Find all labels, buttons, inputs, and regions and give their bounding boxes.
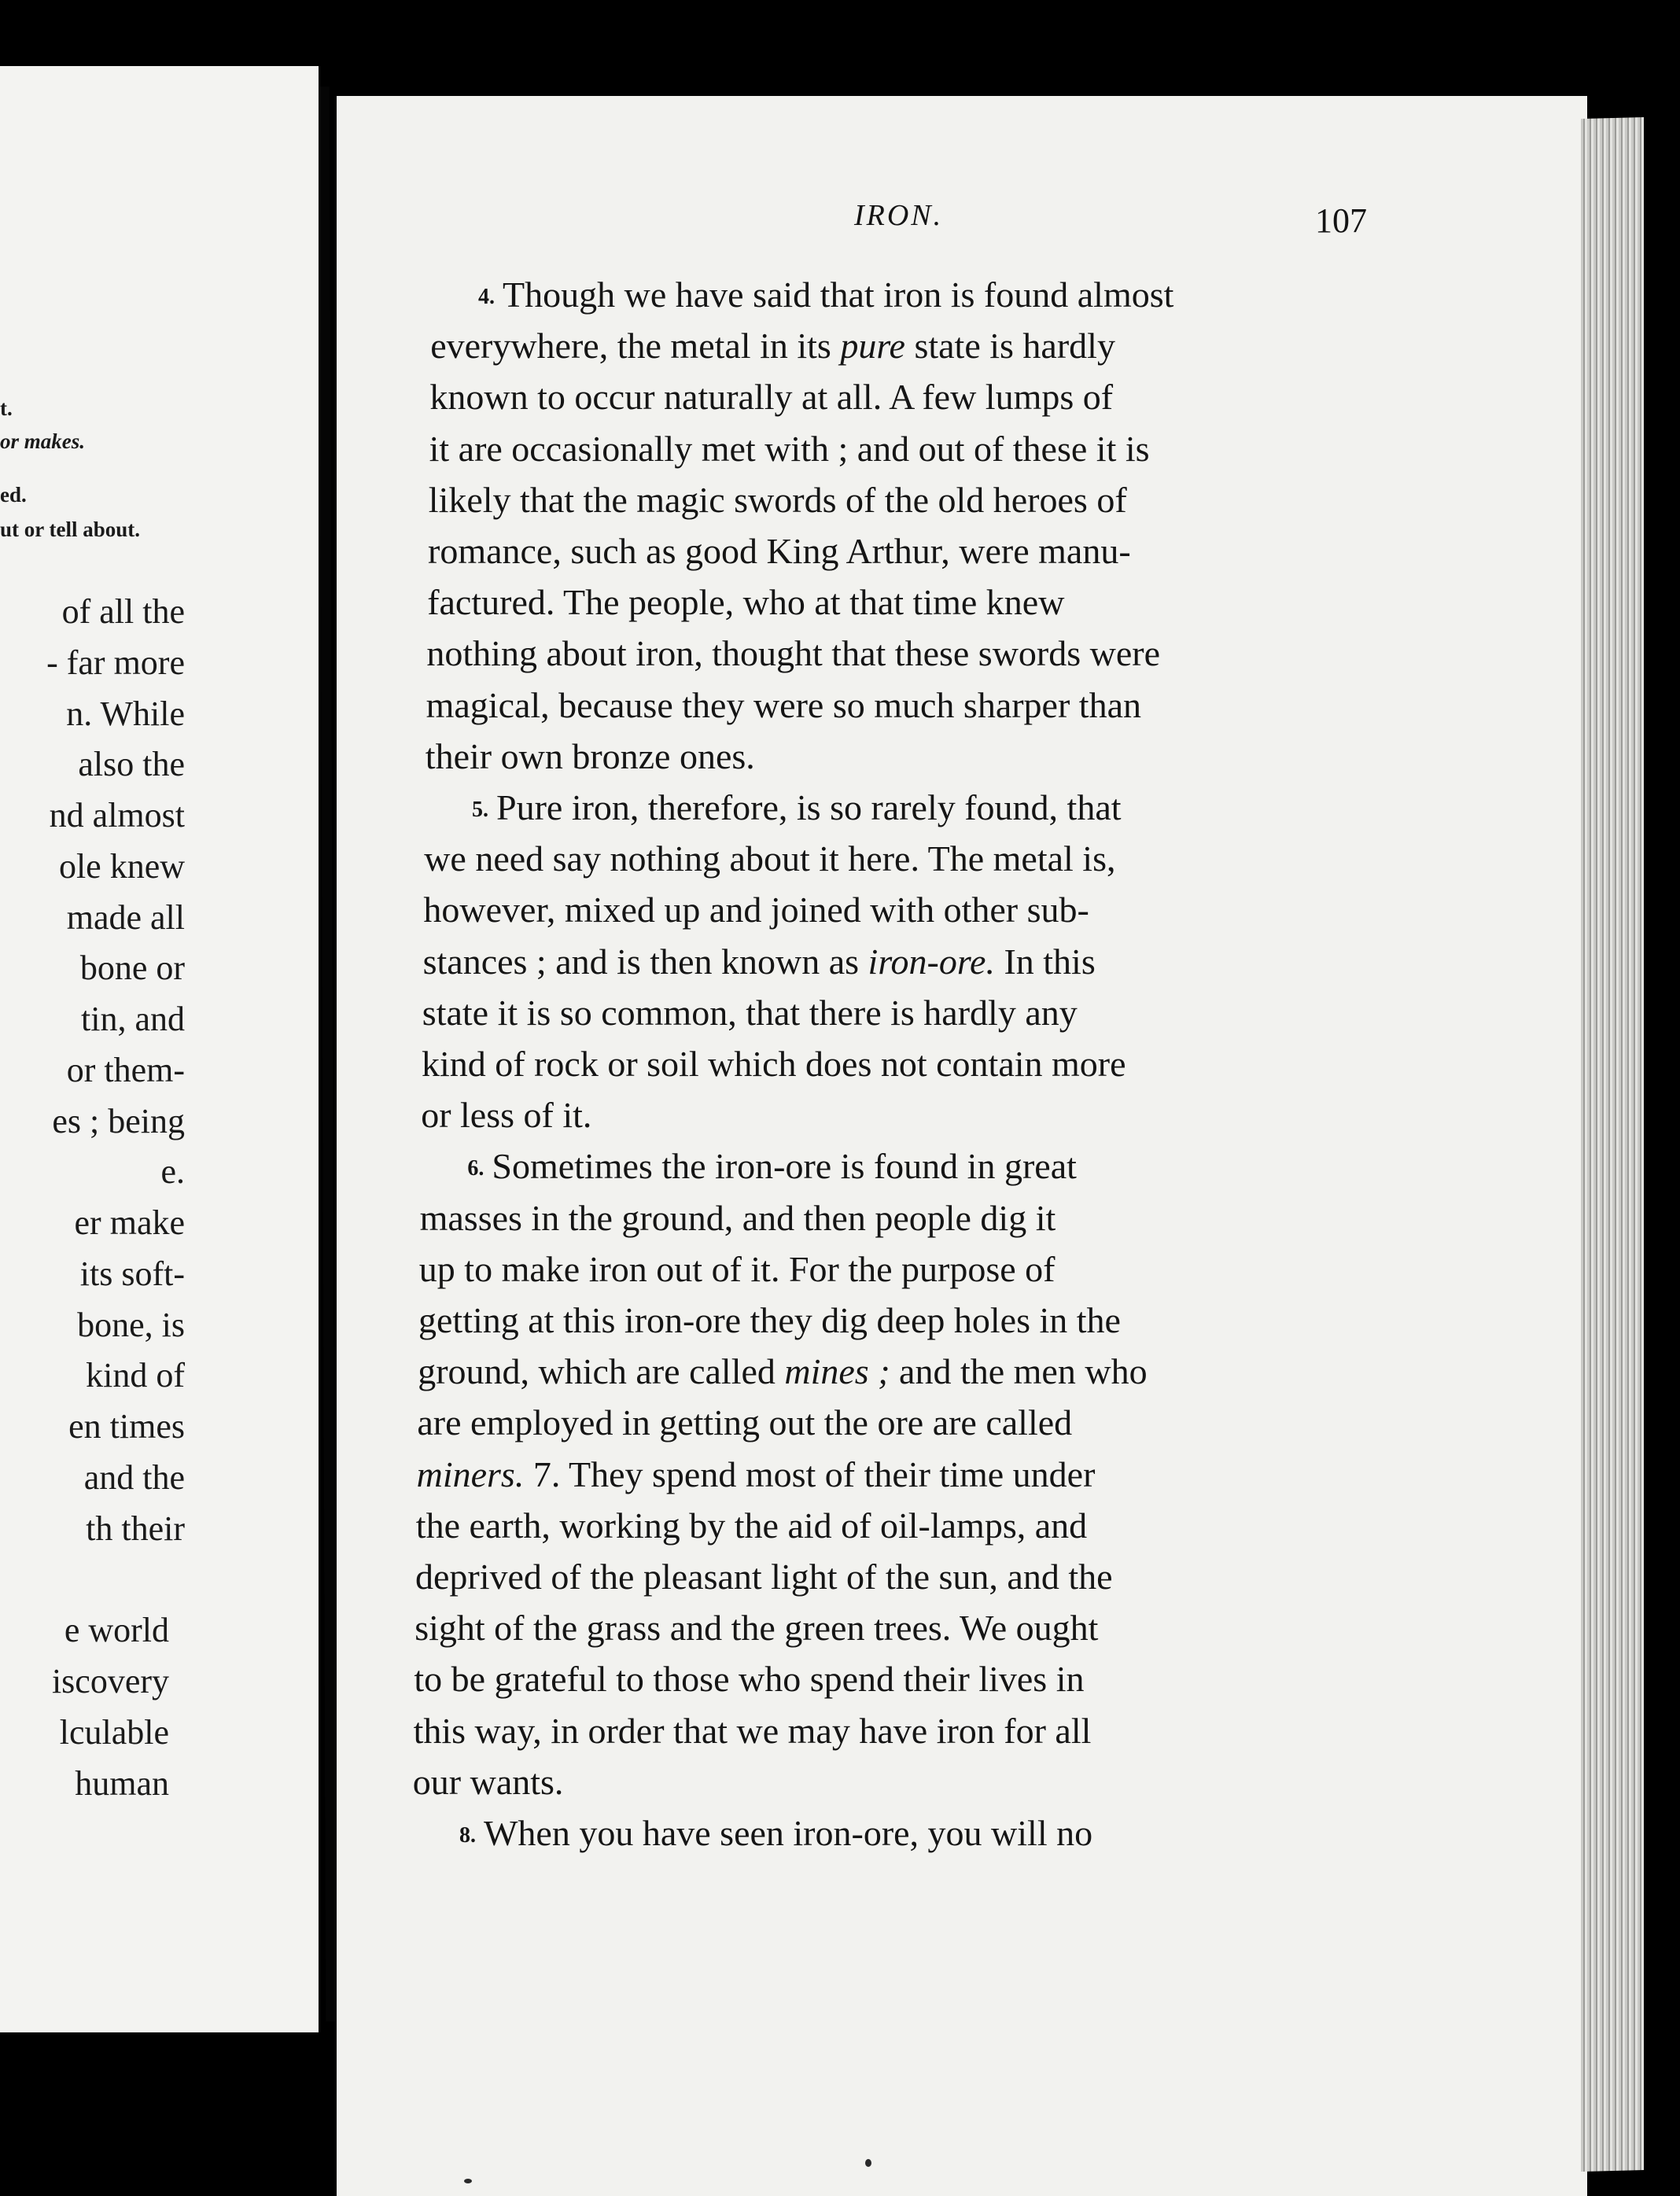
paragraph-number: 5. bbox=[472, 798, 488, 822]
running-head: IRON. bbox=[854, 199, 944, 232]
body-text-line: 5. Pure iron, therefore, is so rarely found, that bbox=[472, 787, 1122, 827]
body-text-line: romance, such as good King Arthur, were manu- bbox=[428, 531, 1131, 571]
previous-page-line: made all bbox=[66, 898, 185, 937]
previous-page-line: n. While bbox=[66, 695, 185, 733]
previous-page-line: bone or bbox=[79, 949, 185, 987]
body-text-line: known to occur naturally at all. A few lumps of bbox=[429, 377, 1114, 418]
body-text-line: 8. When you have seen iron-ore, you will no bbox=[459, 1813, 1093, 1853]
body-text-line: magical, because they were so much sharper than bbox=[426, 684, 1141, 725]
previous-page-line: en times bbox=[68, 1407, 185, 1446]
body-text-line: their own bronze ones. bbox=[425, 735, 755, 776]
previous-page-line: lculable bbox=[59, 1713, 169, 1752]
paragraph-number: 6. bbox=[467, 1156, 484, 1181]
footnote-line: t. bbox=[0, 396, 13, 420]
previous-page-line: ole knew bbox=[58, 847, 185, 886]
footnote-line: or makes. bbox=[0, 429, 85, 453]
previous-page-line: es ; being bbox=[52, 1102, 185, 1140]
previous-page-line: or them- bbox=[66, 1051, 185, 1089]
footnote-line: ed. bbox=[0, 483, 27, 507]
previous-page-line: also the bbox=[78, 745, 185, 783]
italic-term: iron-ore. bbox=[868, 941, 995, 982]
body-text-line: the earth, working by the aid of oil-lamps, and bbox=[415, 1505, 1088, 1546]
body-text-line: are employed in getting out the ore are called bbox=[417, 1402, 1073, 1443]
previous-page-line: bone, is bbox=[77, 1306, 185, 1344]
body-text-line: nothing about iron, thought that these swords were bbox=[426, 633, 1161, 674]
italic-term: miners. bbox=[416, 1454, 525, 1494]
body-text-line: 6. Sometimes the iron-ore is found in great bbox=[467, 1146, 1077, 1187]
previous-page-line: human bbox=[75, 1764, 169, 1803]
previous-page-line: e. bbox=[160, 1152, 185, 1191]
book-gutter bbox=[319, 87, 337, 2021]
previous-page-line: tin, and bbox=[81, 1000, 185, 1038]
body-text-line: sight of the grass and the green trees. We ought bbox=[414, 1608, 1099, 1649]
body-text-line: deprived of the pleasant light of the sun, and the bbox=[415, 1557, 1113, 1597]
previous-page-line: e world bbox=[64, 1611, 169, 1649]
body-text-line: we need say nothing about it here. The metal is, bbox=[424, 838, 1116, 879]
body-text-line: or less of it. bbox=[421, 1095, 592, 1136]
previous-page-line: nd almost bbox=[49, 796, 185, 835]
previous-page-line: - far more bbox=[46, 643, 185, 682]
body-text-line: getting at this iron-ore they dig deep holes in the bbox=[418, 1300, 1121, 1340]
body-text-line: it are occasionally met with ; and out of these it is bbox=[429, 428, 1150, 469]
scan-speck bbox=[865, 2159, 871, 2167]
previous-page-line: of all the bbox=[61, 592, 185, 631]
page-number: 107 bbox=[1315, 201, 1367, 240]
body-text-line: up to make iron out of it. For the purpose of bbox=[418, 1248, 1056, 1289]
body-text-line: to be grateful to those who spend their lives in bbox=[414, 1659, 1085, 1700]
previous-page-line: its soft- bbox=[79, 1255, 185, 1293]
paragraph-number: 8. bbox=[459, 1823, 476, 1848]
italic-term: mines ; bbox=[784, 1351, 890, 1392]
book-page-107 bbox=[337, 96, 1587, 2196]
scan-speck bbox=[464, 2179, 472, 2183]
body-text-line: kind of rock or soil which does not contain more bbox=[422, 1044, 1126, 1084]
body-text-line: this way, in order that we may have iron for all bbox=[413, 1710, 1092, 1751]
body-text-line: stances ; and is then known as iron-ore. In this bbox=[422, 941, 1096, 982]
body-text-line: everywhere, the metal in its pure state is hardly bbox=[430, 326, 1115, 367]
previous-page-line: er make bbox=[74, 1203, 185, 1242]
body-text-line: masses in the ground, and then people dig it bbox=[419, 1197, 1056, 1238]
body-text-line: state it is so common, that there is hardly any bbox=[422, 992, 1078, 1033]
previous-page-line: and the bbox=[83, 1458, 185, 1497]
body-text-line: factured. The people, who at that time knew bbox=[427, 582, 1065, 623]
body-text-line: ground, which are called mines ; and the men who bbox=[418, 1351, 1148, 1392]
previous-page-line: iscovery bbox=[51, 1662, 169, 1700]
previous-page-line: kind of bbox=[86, 1356, 185, 1395]
italic-term: pure bbox=[840, 326, 905, 367]
previous-page-line: th their bbox=[86, 1509, 185, 1548]
previous-page-fragment bbox=[0, 66, 319, 2032]
footnote-line: ut or tell about. bbox=[0, 518, 141, 541]
body-text-line: 4. Though we have said that iron is found almost bbox=[478, 274, 1174, 315]
body-text-line: however, mixed up and joined with other sub- bbox=[423, 890, 1089, 930]
page-edges bbox=[1581, 117, 1644, 2172]
paragraph-number: 4. bbox=[478, 285, 495, 309]
body-text-line: miners. 7. They spend most of their time under bbox=[416, 1454, 1096, 1494]
body-text-line: our wants. bbox=[412, 1761, 564, 1802]
body-text-line: likely that the magic swords of the old heroes of bbox=[428, 479, 1127, 520]
